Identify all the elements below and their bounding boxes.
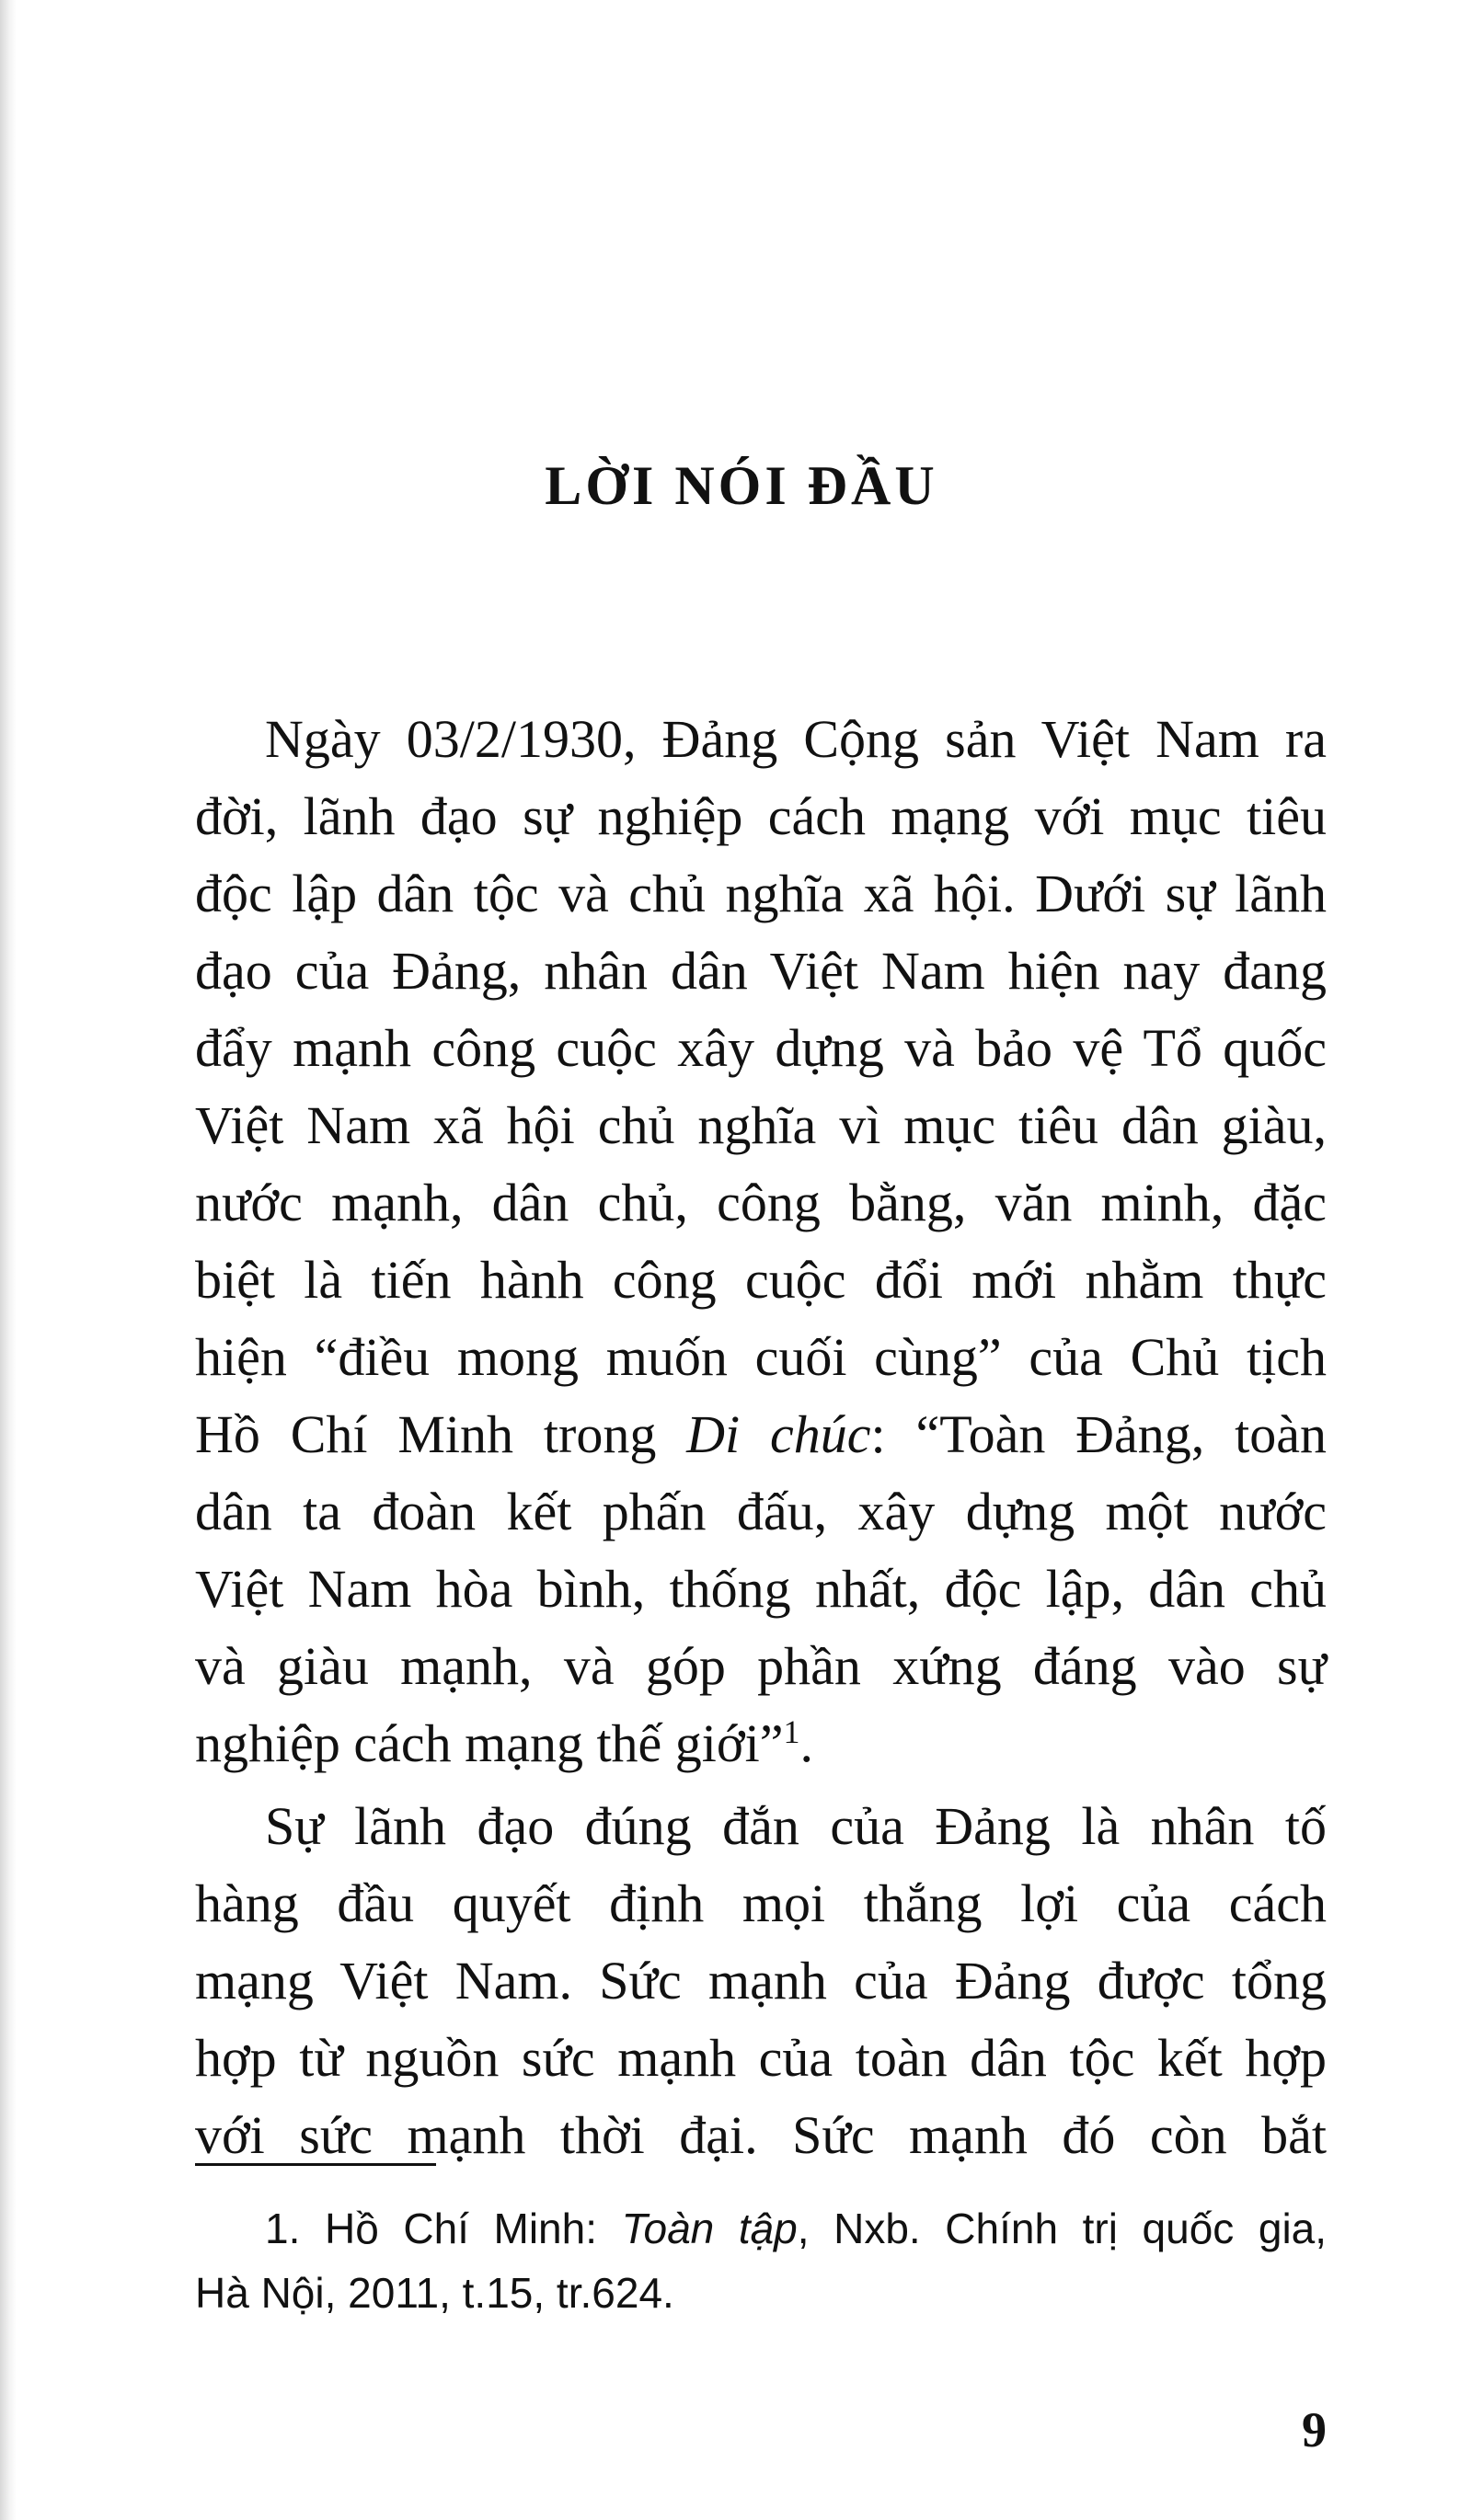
text-line: Việt Nam xã hội chủ nghĩa vì mục tiêu dân giàu, — [195, 1095, 1327, 1155]
footnote-reference: 1 — [783, 1713, 800, 1750]
footnote-line: Hà Nội, 2011, t.15, tr.624. — [195, 2269, 674, 2317]
text-line: Sự lãnh đạo đúng đắn của Đảng là nhân tố — [265, 1796, 1327, 1856]
text-line: đẩy mạnh công cuộc xây dựng và bảo vệ Tổ quốc — [195, 1018, 1327, 1078]
page-number: 9 — [1302, 2402, 1327, 2457]
text-line: nước mạnh, dân chủ, công bằng, văn minh, đặc — [195, 1173, 1327, 1232]
footnote-publisher: , Nxb. Chính trị quốc gia, — [797, 2205, 1328, 2252]
text-segment: Hồ Chí Minh trong — [195, 1404, 687, 1464]
footnote-line — [195, 2196, 1327, 2261]
text-line: hiện “điều mong muốn cuối cùng” của Chủ tịch — [195, 1327, 1327, 1387]
text-line: đạo của Đảng, nhân dân Việt Nam hiện nay đang — [195, 941, 1327, 1001]
text-line: Việt Nam hòa bình, thống nhất, độc lập, dân chủ — [195, 1559, 1327, 1619]
text-line: biệt là tiến hành công cuộc đổi mới nhằm thực — [195, 1250, 1327, 1310]
text-line: độc lập dân tộc và chủ nghĩa xã hội. Dưới sự lãnh — [195, 864, 1327, 923]
text-line: Ngày 03/2/1930, Đảng Cộng sản Việt Nam ra — [265, 709, 1327, 769]
footnote-number: 1. — [265, 2205, 301, 2252]
page-title: LỜI NÓI ĐẦU — [545, 455, 938, 516]
text-line: hợp từ nguồn sức mạnh của toàn dân tộc kết hợp — [195, 2028, 1327, 2088]
text-segment: nghiệp cách mạng thế giới” — [195, 1713, 784, 1773]
page-left-edge-shadow — [0, 0, 17, 2520]
text-line: dân ta đoàn kết phấn đấu, xây dựng một nước — [195, 1482, 1327, 1541]
text-line-last — [195, 1705, 1327, 1782]
text-segment: : “Toàn Đảng, toàn — [870, 1404, 1327, 1464]
italic-work-title: Di chúc — [686, 1404, 871, 1464]
body-text — [195, 701, 1327, 2174]
text-segment: . — [799, 1713, 813, 1773]
text-line: hàng đầu quyết định mọi thắng lợi của cách — [195, 1873, 1327, 1933]
footnote-divider — [195, 2163, 436, 2166]
footnote — [195, 2196, 1327, 2325]
text-line: đời, lãnh đạo sự nghiệp cách mạng với mục tiêu — [195, 786, 1327, 846]
text-line-with-italic-title — [195, 1396, 1327, 1473]
footnote-work-title: Toàn tập — [621, 2205, 798, 2252]
footnote-author: Hồ Chí Minh: — [324, 2205, 598, 2252]
text-line: với sức mạnh thời đại. Sức mạnh đó còn bắt — [195, 2105, 1327, 2165]
text-line: mạng Việt Nam. Sức mạnh của Đảng được tổng — [195, 1951, 1327, 2010]
text-line: và giàu mạnh, và góp phần xứng đáng vào sự — [195, 1636, 1327, 1696]
